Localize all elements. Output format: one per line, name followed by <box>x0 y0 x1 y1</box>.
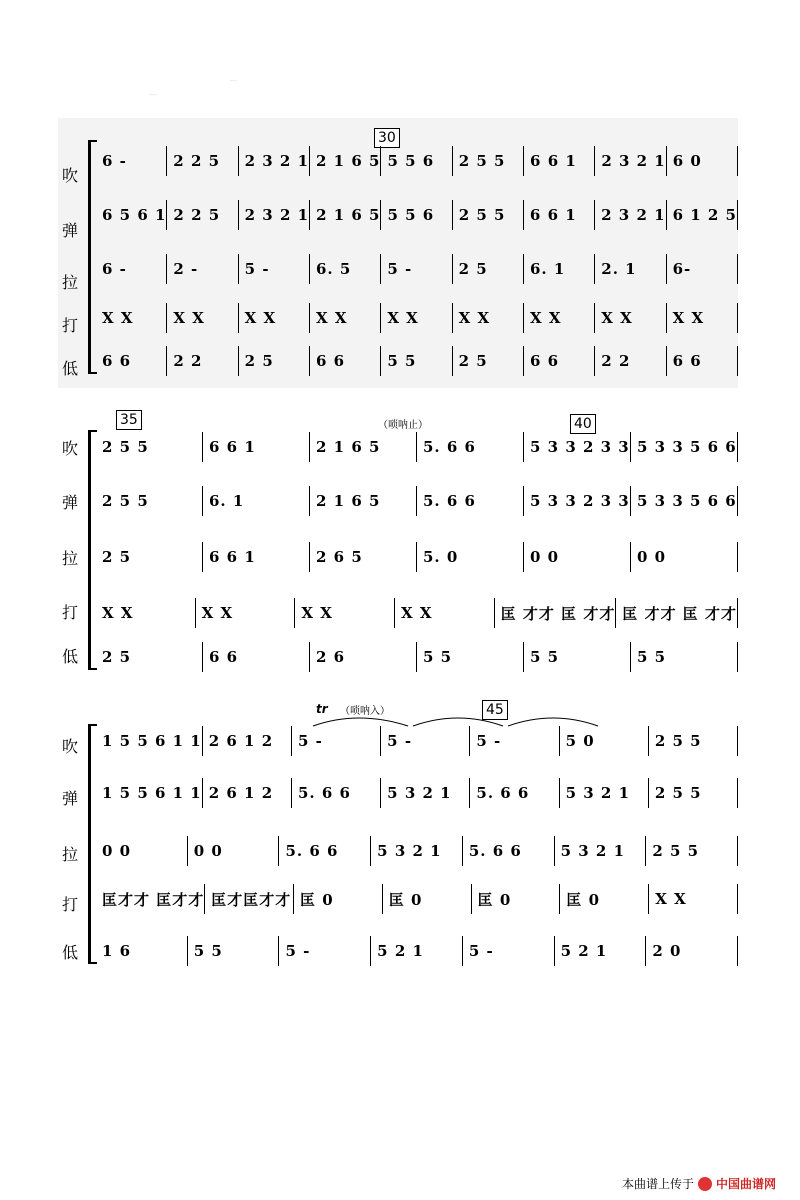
measure: 匡 0 <box>383 884 472 914</box>
measure: 匡 0 <box>294 884 383 914</box>
measure: 5 - <box>381 726 470 756</box>
rehearsal-mark: 40 <box>570 414 596 434</box>
measure: 5 5 <box>417 642 524 672</box>
measure: 6 6 1 <box>203 432 310 462</box>
staff-row <box>96 486 738 516</box>
rehearsal-mark: 35 <box>116 410 142 430</box>
measure: 0 0 <box>188 836 280 866</box>
measure: X X <box>96 303 167 333</box>
measure: 5. 6 6 <box>292 778 381 808</box>
measure: 2 5 5 <box>96 486 203 516</box>
measure: 2 3 2 1 <box>239 200 310 230</box>
measure: 2 5 5 <box>96 432 203 462</box>
footer-attribution <box>622 1175 776 1192</box>
measure: X X <box>196 598 296 628</box>
measure: 5 - <box>292 726 381 756</box>
measure: 2 6 <box>310 642 417 672</box>
measure: 5 - <box>470 726 559 756</box>
staff-row <box>96 836 738 866</box>
instrument-label: 拉 <box>62 845 79 864</box>
instrument-labels <box>58 410 86 676</box>
measure: X X <box>595 303 666 333</box>
measure: 5. 6 6 <box>417 432 524 462</box>
staff-row <box>96 346 738 376</box>
measure: 6 6 <box>96 346 167 376</box>
instrument-label: 低 <box>62 647 79 666</box>
measure: 2 5 5 <box>649 778 738 808</box>
measure: 6. 1 <box>524 254 595 284</box>
instrument-label: 低 <box>62 943 79 962</box>
measure: 2 5 <box>453 254 524 284</box>
instrument-label: 吹 <box>62 439 79 458</box>
measure: X X <box>395 598 495 628</box>
measure: 2 5 <box>453 346 524 376</box>
instrument-labels <box>58 118 86 388</box>
staff-row <box>96 303 738 333</box>
measure: 2 2 <box>167 346 238 376</box>
measure: 5 3 3 5 6 6 <box>631 432 738 462</box>
measure: 0 0 <box>524 542 631 572</box>
measure: 2 - <box>167 254 238 284</box>
instrument-label: 低 <box>62 359 79 378</box>
measure: X X <box>524 303 595 333</box>
measure: 5 3 3 2 3 3 <box>524 432 631 462</box>
faint-mark: _ <box>150 80 157 96</box>
staff-row <box>96 432 738 462</box>
rehearsal-mark: 45 <box>482 700 508 720</box>
measure: 5 - <box>381 254 452 284</box>
site-name[interactable]: 中国曲谱网 <box>715 1177 776 1191</box>
measure: 6- <box>667 254 738 284</box>
measure: X X <box>295 598 395 628</box>
measure: 2 6 1 2 <box>203 778 292 808</box>
measure: 匡 0 <box>560 884 649 914</box>
measure: 5 2 1 <box>371 936 463 966</box>
measure: 6 6 <box>667 346 738 376</box>
measure: 匡才才 匡才才 <box>96 884 205 914</box>
measure: 2 5 5 <box>453 200 524 230</box>
site-logo-icon <box>698 1177 712 1191</box>
measure: 6 6 <box>524 346 595 376</box>
measure: X X <box>649 884 738 914</box>
instrument-label: 打 <box>62 603 79 622</box>
measure: 2 1 6 5 <box>310 432 417 462</box>
staff-row <box>96 936 738 966</box>
staff-row <box>96 884 738 914</box>
measure: 6 6 1 <box>524 146 595 176</box>
measure: 匡 0 <box>472 884 561 914</box>
measure: 5 - <box>463 936 555 966</box>
measure: 2 5 5 <box>649 726 738 756</box>
measure: 匡 才才 匡 才才 <box>495 598 617 628</box>
measure: 2 1 6 5 <box>310 486 417 516</box>
measure: 6 - <box>96 254 167 284</box>
measure: 2 6 1 2 <box>203 726 292 756</box>
measure: 5 0 <box>560 726 649 756</box>
performance-note: （唢呐入） <box>340 706 390 717</box>
instrument-label: 打 <box>62 316 79 335</box>
measure: 5 - <box>279 936 371 966</box>
staff-row <box>96 254 738 284</box>
trill-mark: tr <box>316 702 328 716</box>
measure: X X <box>381 303 452 333</box>
upload-text: 本曲谱上传于 <box>621 1177 694 1191</box>
score-system-3 <box>58 696 738 964</box>
measure: 匡才匡才才 <box>205 884 294 914</box>
measure: X X <box>453 303 524 333</box>
measure: 5 - <box>239 254 310 284</box>
measure: 5 3 2 1 <box>381 778 470 808</box>
measure: 6 0 <box>667 146 738 176</box>
measure: 6 - <box>96 146 167 176</box>
measure: 1 6 <box>96 936 188 966</box>
measure: 2 6 5 <box>310 542 417 572</box>
measure: 5 3 2 1 <box>371 836 463 866</box>
measure: 2 5 <box>96 642 203 672</box>
measure: 2 3 2 1 <box>239 146 310 176</box>
instrument-label: 吹 <box>62 737 79 756</box>
staff-row <box>96 200 738 230</box>
instrument-label: 弹 <box>62 493 79 512</box>
measure: 6 6 1 <box>524 200 595 230</box>
instrument-label: 打 <box>62 895 79 914</box>
measure: 5 5 6 <box>381 146 452 176</box>
instrument-label: 弹 <box>62 789 79 808</box>
measure: 2 0 <box>646 936 738 966</box>
measure: 5 2 1 <box>555 936 647 966</box>
measure: 6. 1 <box>203 486 310 516</box>
staff-row <box>96 146 738 176</box>
measure: 5 5 <box>381 346 452 376</box>
instrument-labels <box>58 696 86 964</box>
measure: 2 5 5 <box>453 146 524 176</box>
measure: 5. 0 <box>417 542 524 572</box>
measure: 1 5 5 6 1 1 <box>96 778 203 808</box>
staff-row <box>96 642 738 672</box>
measure: X X <box>167 303 238 333</box>
performance-note: （唢呐止） <box>378 420 428 431</box>
measure: 1 5 5 6 1 1 <box>96 726 203 756</box>
measure: 6 6 <box>310 346 381 376</box>
instrument-label: 弹 <box>62 221 79 240</box>
measure: 5 3 3 2 3 3 <box>524 486 631 516</box>
measure: 6. 5 <box>310 254 381 284</box>
measure: 2 5 <box>96 542 203 572</box>
staff-row <box>96 542 738 572</box>
measure: X X <box>239 303 310 333</box>
measure: 5 5 <box>631 642 738 672</box>
measure: 5 3 2 1 <box>560 778 649 808</box>
measure: X X <box>96 598 196 628</box>
measure: 6 5 6 1 <box>96 200 167 230</box>
measure: 5 5 <box>524 642 631 672</box>
measure: 2 3 2 1 <box>595 200 666 230</box>
measure: X X <box>667 303 738 333</box>
measure: 2 2 <box>595 346 666 376</box>
measure: 5 3 3 5 6 6 <box>631 486 738 516</box>
measure: X X <box>310 303 381 333</box>
measure: 2 5 5 <box>646 836 738 866</box>
measure: 5. 6 6 <box>463 836 555 866</box>
instrument-label: 拉 <box>62 273 79 292</box>
instrument-label: 吹 <box>62 166 79 185</box>
instrument-label: 拉 <box>62 549 79 568</box>
staff-row <box>96 778 738 808</box>
measure: 5 3 2 1 <box>555 836 647 866</box>
score-system-2 <box>58 410 738 676</box>
measure: 5. 6 6 <box>417 486 524 516</box>
measure: 5. 6 6 <box>470 778 559 808</box>
measure: 6 6 1 <box>203 542 310 572</box>
measure: 6 1 2 5 <box>667 200 738 230</box>
staff-row <box>96 598 738 628</box>
measure: 匡 才才 匡 才才 <box>616 598 738 628</box>
rehearsal-mark: 30 <box>374 128 400 148</box>
measure: 5. 6 6 <box>279 836 371 866</box>
measure: 0 0 <box>631 542 738 572</box>
measure: 2 5 <box>239 346 310 376</box>
faint-mark: _ <box>230 66 237 82</box>
measure: 2 3 2 1 <box>595 146 666 176</box>
measure: 2 2 5 <box>167 146 238 176</box>
measure: 5 5 <box>188 936 280 966</box>
staff-row <box>96 726 738 756</box>
measure: 6 6 <box>203 642 310 672</box>
measure: 5 5 6 <box>381 200 452 230</box>
measure: 2 1 6 5 <box>310 200 381 230</box>
measure: 2 2 5 <box>167 200 238 230</box>
measure: 2 1 6 5 <box>310 146 381 176</box>
score-system-1 <box>58 118 738 388</box>
measure: 2. 1 <box>595 254 666 284</box>
measure: 0 0 <box>96 836 188 866</box>
